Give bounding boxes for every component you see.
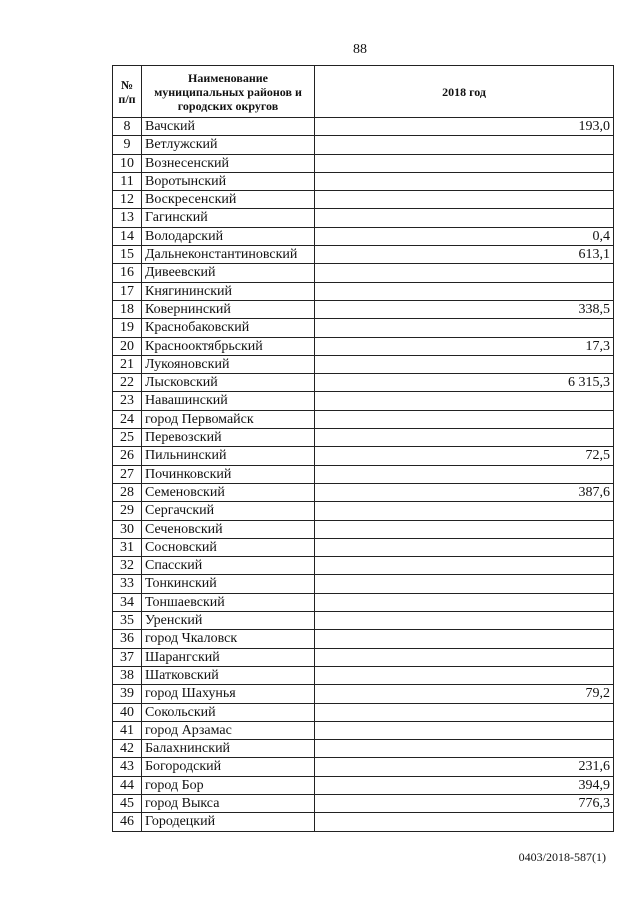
value-cell [315, 538, 614, 556]
value-cell [315, 575, 614, 593]
table-row [113, 392, 614, 410]
data-table [112, 65, 614, 832]
table-row [113, 264, 614, 282]
municipality-name-cell: Воротынский [142, 172, 315, 190]
row-number-cell: 13 [113, 209, 142, 227]
municipality-name-cell: Дальнеконстантиновский [142, 246, 315, 264]
value-cell [315, 392, 614, 410]
table-row [113, 575, 614, 593]
row-number-cell: 18 [113, 300, 142, 318]
row-number-cell: 26 [113, 447, 142, 465]
municipality-name-cell: Сеченовский [142, 520, 315, 538]
value-cell: 17,3 [315, 337, 614, 355]
municipality-name-cell: Дивеевский [142, 264, 315, 282]
row-number-cell: 28 [113, 483, 142, 501]
value-cell: 193,0 [315, 118, 614, 136]
municipality-name-cell: Тоншаевский [142, 593, 315, 611]
table-row [113, 612, 614, 630]
value-cell: 394,9 [315, 776, 614, 794]
table-row [113, 337, 614, 355]
table-row [113, 410, 614, 428]
table-row [113, 776, 614, 794]
table-row [113, 758, 614, 776]
row-number-cell: 9 [113, 136, 142, 154]
value-cell [315, 136, 614, 154]
row-number-cell: 24 [113, 410, 142, 428]
municipality-name-cell: Краснооктябрьский [142, 337, 315, 355]
row-number-cell: 38 [113, 666, 142, 684]
value-cell [315, 648, 614, 666]
row-number-cell: 12 [113, 191, 142, 209]
table-row [113, 374, 614, 392]
value-cell [315, 612, 614, 630]
row-number-cell: 14 [113, 227, 142, 245]
municipality-name-cell: город Шахунья [142, 685, 315, 703]
table-row [113, 648, 614, 666]
municipality-name-cell: Шатковский [142, 666, 315, 684]
table-row [113, 209, 614, 227]
table-row [113, 813, 614, 831]
municipality-name-cell: Гагинский [142, 209, 315, 227]
table-row [113, 666, 614, 684]
table-row [113, 355, 614, 373]
value-cell [315, 502, 614, 520]
row-number-cell: 27 [113, 465, 142, 483]
municipality-name-cell: город Первомайск [142, 410, 315, 428]
row-number-cell: 34 [113, 593, 142, 611]
row-number-cell: 45 [113, 794, 142, 812]
value-cell: 6 315,3 [315, 374, 614, 392]
municipality-name-cell: Вознесенский [142, 154, 315, 172]
row-number-cell: 44 [113, 776, 142, 794]
table-row [113, 319, 614, 337]
row-number-cell: 40 [113, 703, 142, 721]
municipality-name-cell: Сокольский [142, 703, 315, 721]
value-cell [315, 319, 614, 337]
table-body [113, 118, 614, 832]
municipality-name-cell: Ветлужский [142, 136, 315, 154]
municipality-name-cell: Семеновский [142, 483, 315, 501]
table-row [113, 593, 614, 611]
value-cell [315, 557, 614, 575]
municipality-name-cell: Лукояновский [142, 355, 315, 373]
table-row [113, 136, 614, 154]
value-cell: 613,1 [315, 246, 614, 264]
table-row [113, 538, 614, 556]
municipality-name-cell: Лысковский [142, 374, 315, 392]
value-cell [315, 593, 614, 611]
municipality-name-cell: город Бор [142, 776, 315, 794]
table-row [113, 300, 614, 318]
table-row [113, 740, 614, 758]
value-cell [315, 465, 614, 483]
value-cell [315, 172, 614, 190]
municipality-name-cell: Краснобаковский [142, 319, 315, 337]
value-cell: 338,5 [315, 300, 614, 318]
value-cell [315, 191, 614, 209]
row-number-cell: 10 [113, 154, 142, 172]
row-number-cell: 43 [113, 758, 142, 776]
table-row [113, 191, 614, 209]
table-row [113, 227, 614, 245]
value-cell [315, 813, 614, 831]
table-row [113, 246, 614, 264]
municipality-name-cell: город Выкса [142, 794, 315, 812]
page-number: 88 [353, 42, 367, 57]
municipality-name-cell: Княгининский [142, 282, 315, 300]
municipality-name-cell: Починковский [142, 465, 315, 483]
municipality-name-cell: Шарангский [142, 648, 315, 666]
row-number-cell: 29 [113, 502, 142, 520]
municipality-name-cell: город Чкаловск [142, 630, 315, 648]
row-number-cell: 17 [113, 282, 142, 300]
table-row [113, 154, 614, 172]
row-number-cell: 32 [113, 557, 142, 575]
table-row [113, 282, 614, 300]
table-row [113, 118, 614, 136]
table-row [113, 483, 614, 501]
row-number-cell: 31 [113, 538, 142, 556]
row-number-cell: 30 [113, 520, 142, 538]
value-cell [315, 209, 614, 227]
municipality-name-cell: Сосновский [142, 538, 315, 556]
column-header-value: 2018 год [315, 66, 614, 118]
row-number-cell: 46 [113, 813, 142, 831]
row-number-cell: 36 [113, 630, 142, 648]
column-header-num: № п/п [113, 66, 142, 118]
municipality-name-cell: Навашинский [142, 392, 315, 410]
value-cell [315, 154, 614, 172]
value-cell: 72,5 [315, 447, 614, 465]
row-number-cell: 41 [113, 721, 142, 739]
value-cell [315, 666, 614, 684]
municipality-name-cell: Сергачский [142, 502, 315, 520]
row-number-cell: 8 [113, 118, 142, 136]
column-header-name: Наименование муниципальных районов и городских округов [142, 66, 315, 118]
municipality-name-cell: город Арзамас [142, 721, 315, 739]
table-row [113, 429, 614, 447]
municipality-name-cell: Володарский [142, 227, 315, 245]
row-number-cell: 11 [113, 172, 142, 190]
value-cell: 776,3 [315, 794, 614, 812]
municipality-name-cell: Тонкинский [142, 575, 315, 593]
value-cell [315, 703, 614, 721]
value-cell: 79,2 [315, 685, 614, 703]
table-row [113, 447, 614, 465]
municipality-name-cell: Городецкий [142, 813, 315, 831]
row-number-cell: 16 [113, 264, 142, 282]
municipality-name-cell: Пильнинский [142, 447, 315, 465]
municipality-name-cell: Вачский [142, 118, 315, 136]
row-number-cell: 33 [113, 575, 142, 593]
value-cell: 231,6 [315, 758, 614, 776]
value-cell [315, 410, 614, 428]
table-row [113, 172, 614, 190]
table-row [113, 465, 614, 483]
row-number-cell: 25 [113, 429, 142, 447]
value-cell [315, 355, 614, 373]
value-cell [315, 721, 614, 739]
value-cell [315, 282, 614, 300]
value-cell: 0,4 [315, 227, 614, 245]
row-number-cell: 21 [113, 355, 142, 373]
row-number-cell: 15 [113, 246, 142, 264]
row-number-cell: 39 [113, 685, 142, 703]
row-number-cell: 23 [113, 392, 142, 410]
value-cell [315, 264, 614, 282]
municipality-name-cell: Ковернинский [142, 300, 315, 318]
table-row [113, 685, 614, 703]
table-row [113, 703, 614, 721]
row-number-cell: 22 [113, 374, 142, 392]
row-number-cell: 35 [113, 612, 142, 630]
value-cell [315, 429, 614, 447]
table-row [113, 721, 614, 739]
table-row [113, 520, 614, 538]
municipality-name-cell: Богородский [142, 758, 315, 776]
municipality-name-cell: Балахнинский [142, 740, 315, 758]
row-number-cell: 37 [113, 648, 142, 666]
table-row [113, 502, 614, 520]
municipality-name-cell: Уренский [142, 612, 315, 630]
value-cell [315, 630, 614, 648]
row-number-cell: 20 [113, 337, 142, 355]
table-header-row [113, 66, 614, 118]
row-number-cell: 19 [113, 319, 142, 337]
value-cell [315, 740, 614, 758]
document-code: 0403/2018-587(1) [518, 850, 606, 864]
municipality-name-cell: Воскресенский [142, 191, 315, 209]
value-cell: 387,6 [315, 483, 614, 501]
municipality-name-cell: Спасский [142, 557, 315, 575]
table-row [113, 557, 614, 575]
row-number-cell: 42 [113, 740, 142, 758]
table-row [113, 794, 614, 812]
municipality-name-cell: Перевозский [142, 429, 315, 447]
value-cell [315, 520, 614, 538]
table-row [113, 630, 614, 648]
